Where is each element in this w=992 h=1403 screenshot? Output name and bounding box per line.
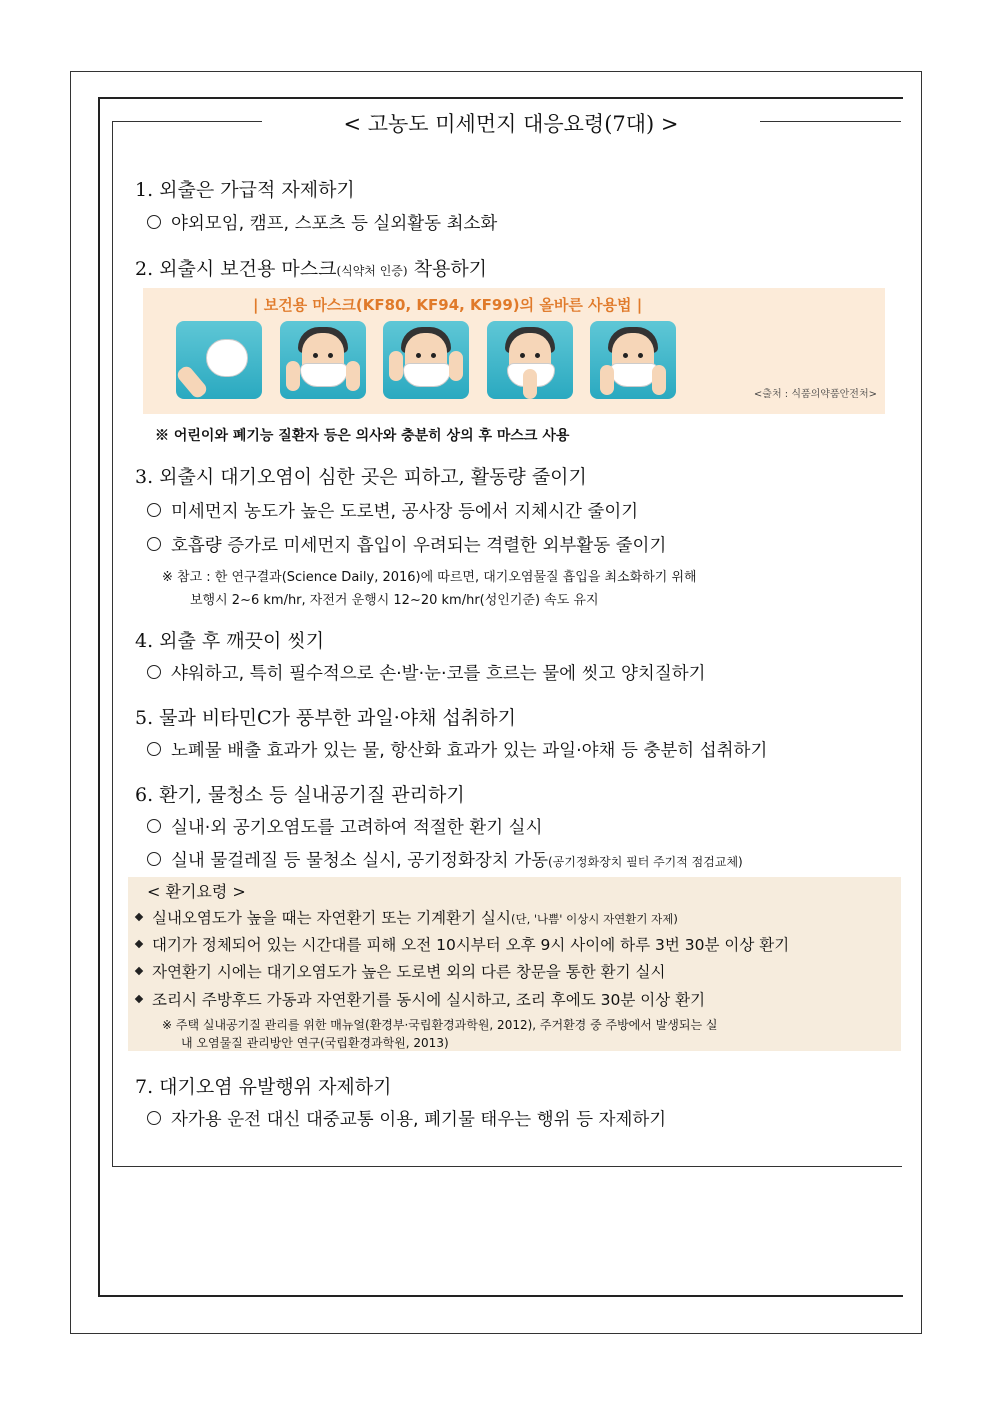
diamond-bullet-icon (135, 913, 143, 921)
diamond-bullet-icon (135, 940, 143, 948)
banner-title: | 보건용 마스크(KF80, KF94, KF99)의 올바른 사용법 | (253, 296, 643, 314)
ventilation-tip-1: 실내오염도가 높을 때는 자연환기 또는 기계환기 실시(단, '나쁨' 이상시 자연환기 자제) (136, 906, 678, 928)
title-rule-left (112, 121, 262, 122)
ventilation-note-line-2: 내 오염물질 관리방안 연구(국립환경과학원, 2013) (181, 1036, 449, 1050)
mask-step-4-illustration (487, 321, 573, 399)
section-1-bullet: 야외모임, 캠프, 스포츠 등 실외활동 최소화 (147, 210, 497, 235)
circle-bullet-icon (147, 537, 161, 551)
section-2-heading: 2. 외출시 보건용 마스크(식약처 인증) 착용하기 (135, 258, 488, 280)
section-6-heading: 6. 환기, 물청소 등 실내공기질 관리하기 (135, 784, 465, 806)
section-3-heading: 3. 외출시 대기오염이 심한 곳은 피하고, 활동량 줄이기 (135, 466, 587, 488)
section-5-heading: 5. 물과 비타민C가 풍부한 과일·야채 섭취하기 (135, 707, 516, 729)
section-3-bullet-2: 호흡량 증가로 미세먼지 흡입이 우려되는 격렬한 외부활동 줄이기 (147, 532, 666, 557)
mask-usage-banner (143, 288, 885, 414)
mask-step-3-illustration (383, 321, 469, 399)
diamond-bullet-icon (135, 995, 143, 1003)
section-4-heading: 4. 외출 후 깨끗이 씻기 (135, 630, 325, 652)
ventilation-tip-2: 대기가 정체되어 있는 시간대를 피해 오전 10시부터 오후 9시 사이에 하루 3번 30분 이상 환기 (136, 933, 789, 955)
circle-bullet-icon (147, 215, 161, 229)
section-6-bullet-1: 실내·외 공기오염도를 고려하여 적절한 환기 실시 (147, 814, 542, 839)
section-4-bullet: 샤워하고, 특히 필수적으로 손·발·눈·코를 흐르는 물에 씻고 양치질하기 (147, 660, 706, 685)
ventilation-tip-3: 자연환기 시에는 대기오염도가 높은 도로변 외의 다른 창문을 통한 환기 실시 (136, 960, 665, 982)
circle-bullet-icon (147, 665, 161, 679)
ventilation-tips-heading: < 환기요령 > (147, 882, 246, 901)
section-7-bullet: 자가용 운전 대신 대중교통 이용, 폐기물 태우는 행위 등 자제하기 (147, 1106, 666, 1131)
diamond-bullet-icon (135, 967, 143, 975)
banner-source: <출처 : 식품의약품안전처> (753, 389, 877, 400)
ventilation-tip-4: 조리시 주방후드 가동과 자연환기를 동시에 실시하고, 조리 후에도 30분 이상 환기 (136, 988, 705, 1010)
mask-note: ※ 어린이와 폐기능 질환자 등은 의사와 충분히 상의 후 마스크 사용 (155, 428, 570, 444)
mask-step-1-illustration (176, 321, 262, 399)
circle-bullet-icon (147, 852, 161, 866)
section-7-heading: 7. 대기오염 유발행위 자제하기 (135, 1076, 392, 1098)
circle-bullet-icon (147, 1111, 161, 1125)
section-3-note-line-2: 보행시 2~6 km/hr, 자전거 운행시 12~20 km/hr(성인기준) 속도 유지 (190, 593, 599, 608)
title-rule-right (760, 121, 901, 122)
section-5-bullet: 노폐물 배출 효과가 있는 물, 항산화 효과가 있는 과일·야채 등 충분히 섭취하기 (147, 737, 767, 762)
mask-step-5-illustration (590, 321, 676, 399)
circle-bullet-icon (147, 742, 161, 756)
ventilation-note-line-1: ※ 주택 실내공기질 관리를 위한 매뉴얼(환경부·국립환경과학원, 2012), 주거환경 중 주방에서 발생되는 실 (162, 1018, 718, 1032)
section-6-bullet-2: 실내 물걸레질 등 물청소 실시, 공기정화장치 가동(공기정화장치 필터 주기적 점검교체) (147, 847, 743, 872)
page-title: < 고농도 미세먼지 대응요령(7대) > (343, 112, 679, 136)
circle-bullet-icon (147, 503, 161, 517)
mask-step-2-illustration (280, 321, 366, 399)
circle-bullet-icon (147, 819, 161, 833)
section-3-note-line-1: ※ 참고 : 한 연구결과(Science Daily, 2016)에 따르면, 대기오염물질 흡입을 최소화하기 위해 (162, 570, 697, 585)
section-1-heading: 1. 외출은 가급적 자제하기 (135, 179, 355, 201)
section-3-bullet-1: 미세먼지 농도가 높은 도로변, 공사장 등에서 지체시간 줄이기 (147, 498, 638, 523)
